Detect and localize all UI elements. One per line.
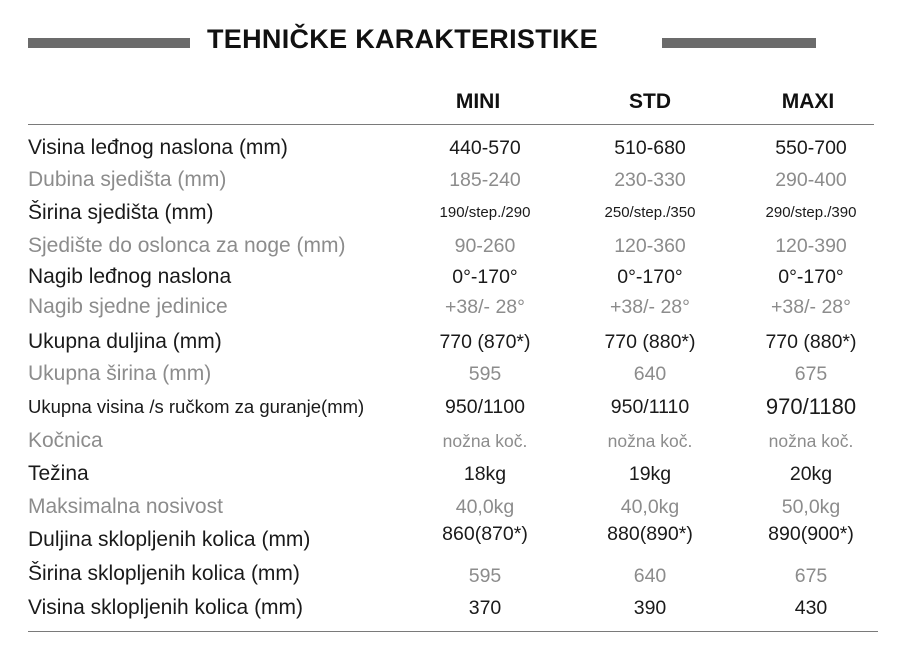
title-bar-left [28, 38, 190, 48]
value-mini: +38/- 28° [445, 296, 525, 318]
value-std: 390 [633, 597, 667, 619]
value-std: +38/- 28° [610, 296, 690, 318]
row-label: Dubina sjedišta (mm) [28, 168, 227, 191]
row-label: Visina sklopljenih kolica (mm) [28, 596, 304, 619]
value-std: 640 [633, 565, 667, 587]
row-label: Ukupna duljina (mm) [28, 330, 222, 353]
column-header-std: STD [629, 90, 671, 113]
title-bar-right [662, 38, 816, 48]
row-label: Maksimalna nosivost [28, 495, 223, 518]
value-maxi: 675 [794, 565, 828, 587]
table-row [0, 458, 900, 490]
value-std: 230-330 [614, 169, 686, 191]
table-row [0, 197, 900, 229]
table-row [0, 230, 900, 262]
header-divider [28, 124, 874, 125]
table-row [0, 592, 900, 624]
table-row [0, 358, 900, 390]
value-mini: 0°-170° [452, 266, 518, 288]
row-label: Visina leđnog naslona (mm) [28, 136, 288, 159]
value-std: 0°-170° [617, 266, 683, 288]
value-std: 880(890*) [607, 523, 693, 545]
value-mini: 190/step./290 [439, 204, 531, 221]
value-mini: 90-260 [454, 235, 516, 257]
table-row [0, 164, 900, 196]
table-row [0, 522, 900, 554]
value-maxi: 20kg [789, 463, 833, 485]
page-title: TEHNIČKE KARAKTERISTIKE [207, 24, 598, 54]
value-std: 40,0kg [620, 496, 680, 518]
row-label: Ukupna visina /s ručkom za guranje(mm) [28, 396, 365, 417]
footer-divider [28, 631, 878, 632]
column-header-mini: MINI [455, 90, 501, 113]
row-label: Širina sjedišta (mm) [28, 201, 214, 224]
value-maxi: 675 [794, 363, 828, 385]
value-mini: 950/1100 [445, 396, 525, 418]
table-row [0, 261, 900, 293]
value-maxi: +38/- 28° [771, 296, 851, 318]
table-row [0, 391, 900, 423]
table-row [0, 132, 900, 164]
value-maxi: 550-700 [775, 137, 847, 159]
value-maxi: 50,0kg [781, 496, 841, 518]
value-mini: 185-240 [449, 169, 521, 191]
value-mini: 18kg [463, 463, 507, 485]
table-row [0, 558, 900, 590]
value-maxi: 890(900*) [768, 523, 854, 545]
row-label: Nagib leđnog naslona [28, 265, 232, 288]
row-label: Duljina sklopljenih kolica (mm) [28, 528, 311, 551]
table-row [0, 291, 900, 323]
value-std: 250/step./350 [604, 204, 696, 221]
value-std: 510-680 [614, 137, 686, 159]
row-label: Sjedište do oslonca za noge (mm) [28, 234, 346, 257]
row-label: Težina [28, 462, 89, 485]
value-maxi: 0°-170° [778, 266, 844, 288]
value-mini: 40,0kg [455, 496, 515, 518]
value-mini: 860(870*) [442, 523, 528, 545]
value-mini: 595 [468, 565, 502, 587]
table-row [0, 326, 900, 358]
row-label: Širina sklopljenih kolica (mm) [28, 562, 300, 585]
value-std: 120-360 [614, 235, 686, 257]
row-label: Kočnica [28, 429, 103, 452]
value-mini: 595 [468, 363, 502, 385]
value-mini: 770 (870*) [439, 331, 531, 353]
value-mini: 370 [468, 597, 502, 619]
value-maxi: 290-400 [775, 169, 847, 191]
column-header-maxi: MAXI [781, 90, 835, 113]
value-std: 950/1110 [610, 396, 690, 418]
value-maxi: 970/1180 [765, 394, 857, 419]
row-label: Ukupna širina (mm) [28, 362, 212, 385]
value-std: 770 (880*) [604, 331, 696, 353]
table-row [0, 425, 900, 457]
value-maxi: nožna koč. [768, 431, 854, 451]
value-maxi: 290/step./390 [765, 204, 857, 221]
row-label: Nagib sjedne jedinice [28, 295, 228, 318]
value-std: 640 [633, 363, 667, 385]
value-maxi: 770 (880*) [765, 331, 857, 353]
value-maxi: 430 [794, 597, 828, 619]
value-std: nožna koč. [607, 431, 693, 451]
value-maxi: 120-390 [775, 235, 847, 257]
value-std: 19kg [628, 463, 672, 485]
value-mini: nožna koč. [442, 431, 528, 451]
value-mini: 440-570 [449, 137, 521, 159]
